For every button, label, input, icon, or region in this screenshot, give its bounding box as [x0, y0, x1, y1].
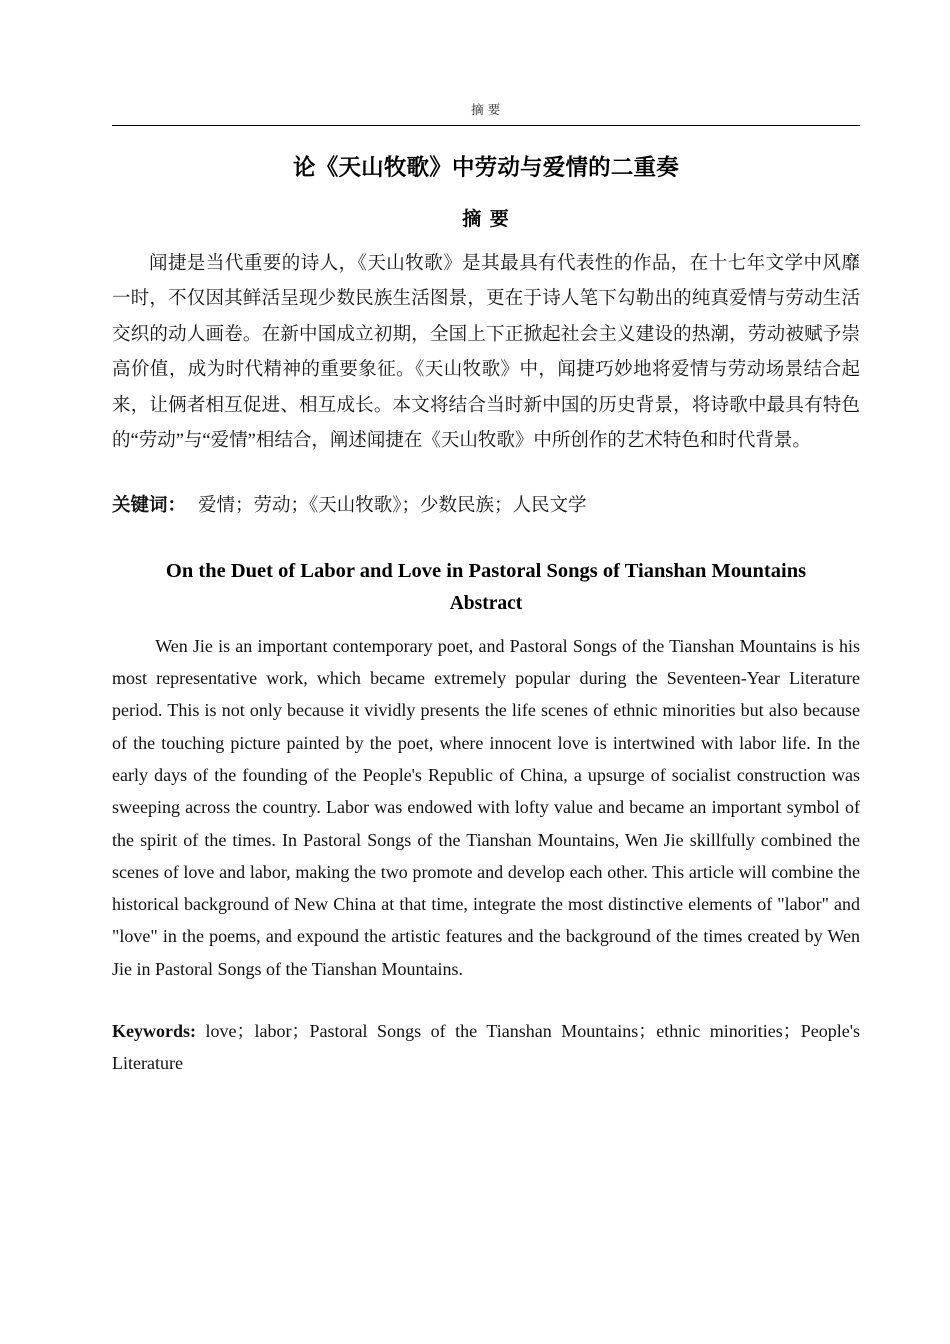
header-divider-rule [112, 125, 860, 126]
chinese-abstract-heading: 摘 要 [462, 207, 510, 230]
page-header [112, 104, 860, 126]
chinese-keywords-label: 关键词： [112, 494, 187, 516]
english-keywords-label: Keywords: [112, 1021, 196, 1042]
document-content [112, 140, 860, 1080]
english-abstract-paragraph: Wen Jie is an important contemporary poet, and Pastoral Songs of the Tianshan Mountains is his most representative work, which became extremely popular during the Seventeen-Year Literature period. This is not only because it vividly presents the life scenes of ethnic minorities but also because of the touching picture painted by the poet, where innocent love is intertwined with labor life. In the early days of the founding of the People's Republic of China, a upsurge of socialist construction was sweeping across the country. Labor was endowed with lofty value and became an important symbol of the spirit of the times. In Pastoral Songs of the Tianshan Mountains, Wen Jie skillfully combined the scenes of love and labor, making the two promote and develop each other. This article will combine the historical background of New China at that time, integrate the most distinctive elements of "labor" and "love" in the poems, and expound the artistic features and the background of the times created by Wen Jie in Pastoral Songs of the Tianshan Mountains. [112, 635, 860, 979]
english-thesis-title: On the Duet of Labor and Love in Pastoral Songs of Tianshan Mountains [165, 559, 807, 582]
chinese-thesis-title: 论《天山牧歌》中劳动与爱情的二重奏 [293, 155, 679, 181]
chinese-keywords-line [112, 490, 860, 522]
english-keywords-line [112, 1015, 860, 1080]
english-abstract-heading: Abstract [449, 592, 523, 614]
chinese-keywords-values: 爱情；劳动；《天山牧歌》；少数民族；人民文学 [198, 495, 587, 516]
english-keywords-values: love；labor；Pastoral Songs of the Tianshan Mountains；ethnic minorities；People's Literature [112, 1021, 861, 1074]
running-head-text: 摘 要 [471, 103, 501, 117]
chinese-abstract-paragraph: 闻捷是当代重要的诗人，《天山牧歌》是其最具有代表性的作品，在十七年文学中风靡一时，不仅因其鲜活呈现少数民族生活图景，更在于诗人笔下勾勒出的纯真爱情与劳动生活交织的动人画卷。在新中国成立初期，全国上下正掀起社会主义建设的热潮，劳动被赋予崇高价值，成为时代精神的重要象征。《天山牧歌》中，闻捷巧妙地将爱情与劳动场景结合起来，让俩者相互促进、相互成长。本文将结合当时新中国的历史背景，将诗歌中最具有特色的“劳动”与“爱情”相结合，阐述闻捷在《天山牧歌》中所创作的艺术特色和时代背景。 [112, 253, 860, 452]
